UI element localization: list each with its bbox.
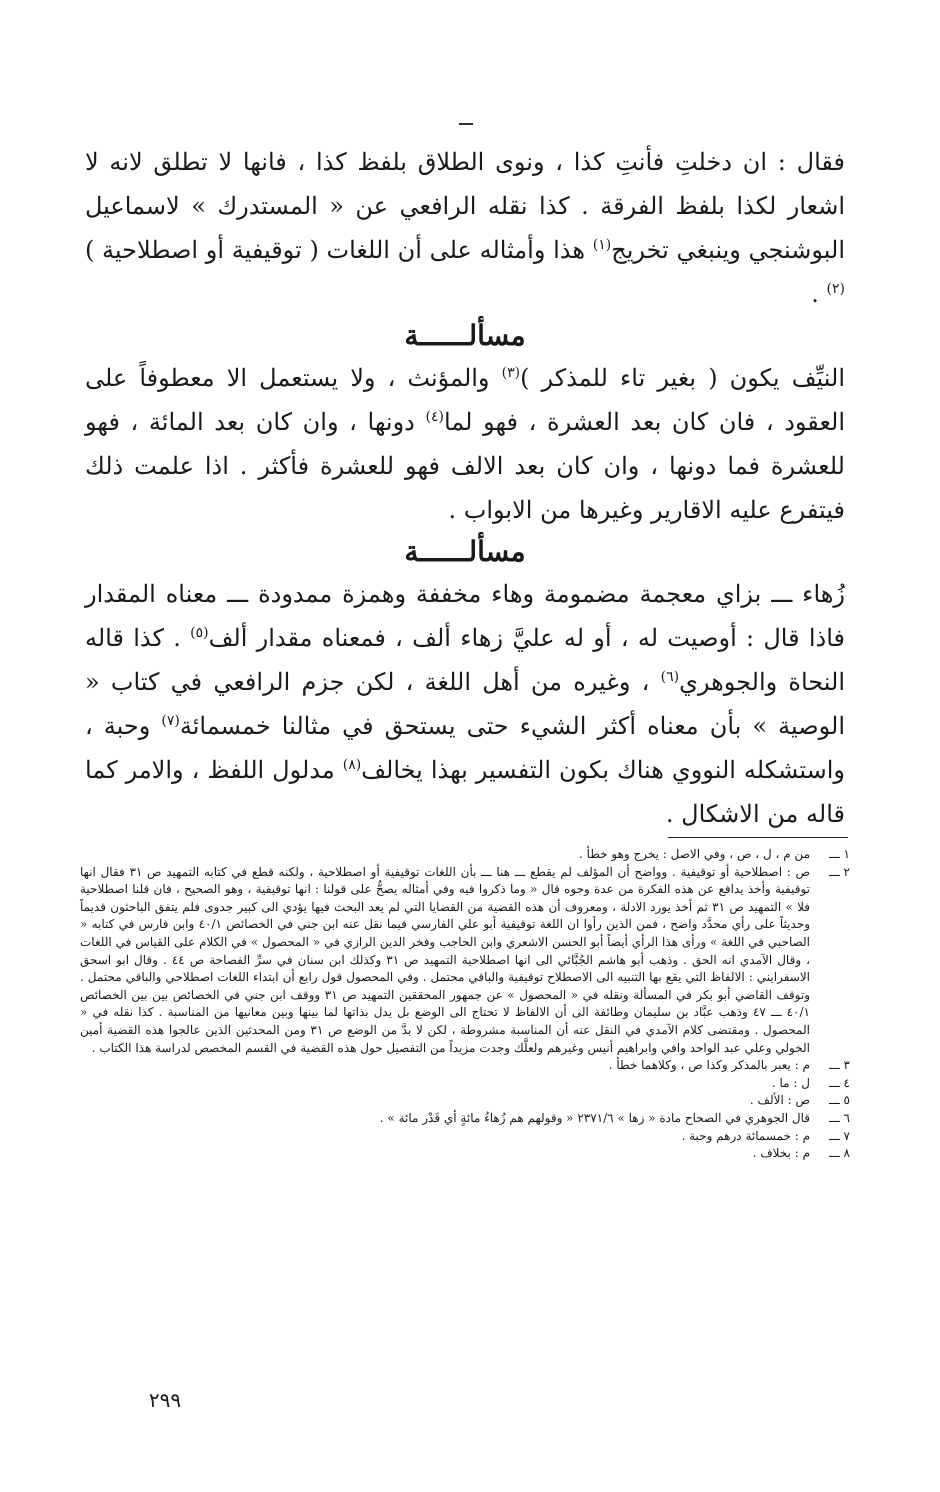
paragraph-2-text-b: والمؤنث ، ولا يستعمل الا معطوفاً على العقود ، فان كان بعد العشرة ، فهو لما: [85, 364, 846, 436]
footnote: [80, 864, 850, 1058]
footnote-number: ٧ ـــ: [829, 1128, 850, 1143]
top-ornament-mark: [459, 123, 473, 125]
footnote-ref-3: (٣): [501, 365, 521, 381]
paragraph-1-end: .: [811, 280, 827, 308]
footnote-text: م : يعبر بالمذكر وكذا ص ، وكلاهما خطأ .: [608, 1058, 810, 1073]
footnote-ref-8: (٨): [342, 757, 362, 773]
section-heading-1: مسألــــــة: [404, 319, 526, 352]
paragraph-3-text-c: ، وغيره من أهل اللغة ، لكن جزم الرافعي في كتاب « الوصية » بأن معناه أكثر الشيء حتى يستحق في مثالنا خمسمائة: [85, 668, 845, 740]
footnote-text: ص : اصطلاحية أو توقيفية . وواضح أن المؤلف لم يقطع ـــ هنا ـــ بأن اللغات توقيفية أو اصطلاحية ، ولكنه قطع في كتابه التمهيد ص ٣١ فقال انها توقيفية وأخذ يدافع عن هذه الفكرة من عدة وجوه قال « وما ذكروا فيه وفي أمثاله يصحُّ على قولنا : انها توقيفية ، وهو الصحيح ، فان قلنا اصطلاحية فلا » التمهيد ص ٣١ ثم أخذ يورد الادلة ، ومعروف أن هذه القضية من القضايا التي لم يعد البحث فيها يؤدي الى كبير جدوى فلم يتفق الباحثون قديماً وحديثاً على رأي محدَّد واضح ، فمن الذين رأوا ان اللغة توقيفية أبو علي الفارسي فيما نقل عنه ابن جني في الخصائص ٤٠/١ وابن فارس في كتابه « الصاحبي في اللغة » ورأى هذا الرأي أيضاً أبو الحسن الاشعري وابن الحاجب وفخر الدين الرازي في « المحصول » في الكلام على القياس في اللغات ، وقال الآمدي انه الحق . وذهب أبو هاشم الجُبَّائي الى انها اصطلاحية التمهيد ص ٣١ وكذلك ابن سنان في سرِّ الفصاحة ص ٤٤ . وقال ابو اسحق الاسفرايني : الالفاظ التي يقع بها التنبيه الى الاصطلاح توقيفية والباقي محتمل . وفي المحصول قول رابع أن ابتداء اللغات اصطلاحي والباقي محتمل . وتوقف القاضي أبو بكر في المسألة ونقله في « المحصول » عن جمهور المحققين التمهيد ص ٣١ ووقف ابن جني في الخصائص بين بين الخصائص ٤٠/١ ـــ ٤٧ وذهب عبَّاد بن سليمان وطائفة الى أن الالفاظ لا تحتاج الى الوضع بل يدل بذاتها لما بينها وبين معانيها من المناسبة . كذا نقله في « المحصول . ومقتضى كلام الآمدي في النقل عنه أن المناسبة مشروطة ، لكن لا بدَّ من الوضع ص ٣١ ومن المحدثين الذين عالجوا هذه القضية أمين الخولي وعلي عبد الواحد وافي وابراهيم أنيس وغيرهم ولعلَّك وجدت مزيداً من التفصيل حول هذه القضية في القسم المخصص لدراسة هذا الكتاب .: [80, 864, 811, 1055]
page-number: ٢٩٩: [148, 1388, 182, 1412]
footnote-number: ٣ ـــ: [829, 1058, 850, 1073]
paragraph-3: [85, 572, 845, 836]
section-heading-2: مسألــــــة: [404, 535, 526, 568]
footnote-ref-4: (٤): [425, 409, 444, 425]
footnote-text: م : خمسمائة درهم وحبة .: [681, 1128, 810, 1143]
footnote-ref-5: (٥): [190, 625, 209, 641]
paragraph-2-text-c: دونها ، وان كان بعد المائة ، فهو للعشرة فما دونها ، وان كان بعد الالف فهو للعشرة فأكثر . اذا علمت ذلك فيتفرع عليه الاقارير وغيرها من الابواب .: [85, 408, 845, 524]
paragraph-2: [85, 356, 845, 532]
paragraph-3-text-e: مدلول اللفظ ، والامر كما قاله من الاشكال .: [85, 756, 845, 828]
footnote-number: ٢ ـــ: [829, 864, 850, 879]
paragraph-3-text-a: زُهاء ـــ بزاي معجمة مضمومة وهاء مخففة وهمزة ممدودة ـــ معناه المقدار فاذا قال : أوصيت له ، أو له عليَّ زهاء ألف ، فمعناه مقدار ألف: [85, 580, 845, 652]
footnote-text: قال الجوهري في الصحاح مادة « زها » ٢٣٧١/٦ « وقولهم هم زُهاءُ مائةٍ أي قَدْر مائة » .: [379, 1110, 810, 1125]
footnote-ref-2: (٢): [826, 281, 845, 297]
footnote-text: من م ، ل ، ص ، وفي الاصل : يخرج وهو خطأ .: [579, 847, 810, 861]
footnotes: [80, 846, 850, 1163]
paragraph-1: [85, 140, 845, 316]
footnote: [80, 1075, 850, 1093]
paragraph-1-text-b: هذا وأمثاله على أن اللغات ( توقيفية أو اصطلاحية ): [85, 236, 593, 264]
footnote-text: م : بخلاف .: [752, 1146, 810, 1161]
footnote-number: ٨ ـــ: [829, 1146, 850, 1161]
footnote: [80, 846, 850, 864]
footnote-number: ١ ـــ: [829, 847, 850, 861]
footnote-divider: [668, 837, 848, 838]
footnote-number: ٤ ـــ: [829, 1075, 850, 1090]
footnote: [80, 1128, 850, 1146]
paragraph-2-text-a: النيِّف يكون ( بغير تاء للمذكر ): [520, 364, 846, 392]
main-text: [85, 140, 845, 836]
paragraph-3-text-d: وحبة ، واستشكله النووي هناك بكون التفسير بهذا يخالف: [85, 712, 845, 784]
footnote-number: ٥ ـــ: [829, 1093, 850, 1108]
footnote-ref-6: (٦): [660, 669, 680, 685]
footnote-number: ٦ ـــ: [829, 1110, 850, 1125]
footnote-text: ل : ما .: [771, 1075, 810, 1090]
footnote: [80, 1110, 850, 1128]
footnote-text: ص : الألف .: [749, 1093, 810, 1108]
footnote: [80, 1092, 850, 1110]
footnote: [80, 1145, 850, 1163]
footnote: [80, 1057, 850, 1075]
paragraph-3-text-b: . كذا قاله النحاة والجوهري: [85, 624, 846, 696]
footnote-ref-7: (٧): [161, 713, 180, 729]
footnote-ref-1: (١): [592, 237, 612, 253]
paragraph-1-text: فقال : ان دخلتِ فأنتِ كذا ، ونوى الطلاق بلفظ كذا ، فانها لا تطلق لانه لا اشعار لكذا بلفظ الفرقة . كذا نقله الرافعي عن « المستدرك » لاسماعيل البوشنجي وينبغي تخريج: [85, 148, 846, 264]
